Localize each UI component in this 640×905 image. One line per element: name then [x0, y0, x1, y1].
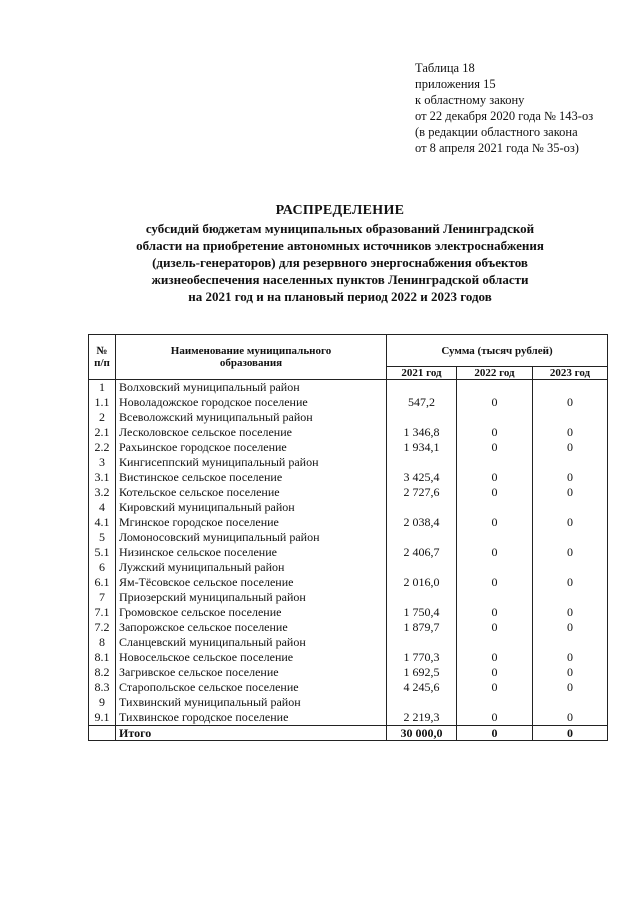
row-value-2023: 0 [533, 485, 608, 500]
table-row [89, 605, 608, 620]
row-value-2021 [387, 560, 457, 575]
row-value-2022: 0 [457, 710, 533, 726]
row-number: 4 [89, 500, 116, 515]
header-name: Наименование муниципального образования [116, 335, 387, 380]
row-value-2022: 0 [457, 515, 533, 530]
row-value-2021: 2 219,3 [387, 710, 457, 726]
table-row [89, 515, 608, 530]
row-value-2022: 0 [457, 575, 533, 590]
row-number: 9 [89, 695, 116, 710]
row-name: Вистинское сельское поселение [116, 470, 387, 485]
row-value-2023 [533, 380, 608, 396]
row-name: Тихвинское городское поселение [116, 710, 387, 726]
header-line: от 8 апреля 2021 года № 35-оз) [415, 141, 579, 155]
row-value-2023: 0 [533, 440, 608, 455]
row-value-2023: 0 [533, 650, 608, 665]
table-row [89, 560, 608, 575]
row-name: Запорожское сельское поселение [116, 620, 387, 635]
row-value-2021 [387, 380, 457, 396]
row-number: 7.2 [89, 620, 116, 635]
row-number: 8 [89, 635, 116, 650]
row-number: 1 [89, 380, 116, 396]
row-name: Низинское сельское поселение [116, 545, 387, 560]
header-line: от 22 декабря 2020 года № 143-оз [415, 109, 594, 123]
table-row [89, 395, 608, 410]
row-value-2023: 0 [533, 575, 608, 590]
row-number: 6.1 [89, 575, 116, 590]
row-value-2021 [387, 590, 457, 605]
table-row [89, 380, 608, 396]
row-name: Сланцевский муниципальный район [116, 635, 387, 650]
row-value-2021: 2 016,0 [387, 575, 457, 590]
row-name: Ломоносовский муниципальный район [116, 530, 387, 545]
header-line: приложения 15 [415, 77, 496, 91]
document-title [60, 202, 620, 305]
row-name: Приозерский муниципальный район [116, 590, 387, 605]
title-line: (дизель-генераторов) для резервного энергоснабжения объектов [152, 255, 528, 270]
row-value-2021 [387, 455, 457, 470]
row-value-2023 [533, 695, 608, 710]
row-value-2022 [457, 560, 533, 575]
row-value-2021: 1 346,8 [387, 425, 457, 440]
total-num-cell [89, 726, 116, 741]
row-value-2022: 0 [457, 485, 533, 500]
row-value-2021 [387, 410, 457, 425]
title-main: РАСПРЕДЕЛЕНИЕ [275, 203, 405, 218]
row-value-2023: 0 [533, 605, 608, 620]
row-number: 3 [89, 455, 116, 470]
table-row [89, 545, 608, 560]
row-value-2021: 2 727,6 [387, 485, 457, 500]
total-2022: 0 [457, 726, 533, 741]
row-value-2023: 0 [533, 620, 608, 635]
row-value-2021: 1 934,1 [387, 440, 457, 455]
title-line: области на приобретение автономных источников электроснабжения [136, 238, 544, 253]
row-number: 7.1 [89, 605, 116, 620]
row-value-2022: 0 [457, 545, 533, 560]
row-value-2022: 0 [457, 470, 533, 485]
table-row [89, 590, 608, 605]
row-value-2022 [457, 530, 533, 545]
total-row [89, 726, 608, 741]
row-value-2023: 0 [533, 425, 608, 440]
row-value-2021 [387, 530, 457, 545]
title-line: на 2021 год и на плановый период 2022 и 2023 годов [188, 289, 492, 304]
row-value-2021 [387, 695, 457, 710]
row-value-2021: 1 879,7 [387, 620, 457, 635]
table-row [89, 530, 608, 545]
row-name: Ям-Тёсовское сельское поселение [116, 575, 387, 590]
row-value-2021: 3 425,4 [387, 470, 457, 485]
row-name: Новосельское сельское поселение [116, 650, 387, 665]
total-2021: 30 000,0 [387, 726, 457, 741]
row-value-2022: 0 [457, 680, 533, 695]
row-value-2021 [387, 635, 457, 650]
row-value-2022 [457, 455, 533, 470]
row-name: Тихвинский муниципальный район [116, 695, 387, 710]
table-row [89, 710, 608, 726]
row-number: 2.2 [89, 440, 116, 455]
table-row [89, 650, 608, 665]
row-value-2023: 0 [533, 515, 608, 530]
row-value-2022: 0 [457, 665, 533, 680]
row-number: 6 [89, 560, 116, 575]
header-sum: Сумма (тысяч рублей) [387, 335, 608, 367]
row-value-2023: 0 [533, 545, 608, 560]
row-number: 9.1 [89, 710, 116, 726]
header-line: (в редакции областного закона [415, 125, 578, 139]
row-value-2022 [457, 500, 533, 515]
row-value-2021: 1 692,5 [387, 665, 457, 680]
table-row [89, 425, 608, 440]
row-value-2022 [457, 635, 533, 650]
row-name: Рахьинское городское поселение [116, 440, 387, 455]
title-line: жизнеобеспечения населенных пунктов Ленинградской области [151, 272, 529, 287]
header-year-2022: 2022 год [457, 367, 533, 380]
table-row [89, 665, 608, 680]
row-value-2023: 0 [533, 470, 608, 485]
row-name: Котельское сельское поселение [116, 485, 387, 500]
total-2023: 0 [533, 726, 608, 741]
header-line: Таблица 18 [415, 61, 475, 75]
row-value-2021: 2 038,4 [387, 515, 457, 530]
table-row [89, 635, 608, 650]
row-number: 8.3 [89, 680, 116, 695]
row-value-2023: 0 [533, 680, 608, 695]
row-value-2021: 2 406,7 [387, 545, 457, 560]
row-value-2022 [457, 380, 533, 396]
row-value-2022: 0 [457, 605, 533, 620]
row-value-2023: 0 [533, 710, 608, 726]
row-name: Мгинское городское поселение [116, 515, 387, 530]
row-value-2023 [533, 635, 608, 650]
table-row [89, 680, 608, 695]
row-number: 3.2 [89, 485, 116, 500]
row-name: Лесколовское сельское поселение [116, 425, 387, 440]
row-number: 1.1 [89, 395, 116, 410]
row-name: Всеволожский муниципальный район [116, 410, 387, 425]
row-value-2022: 0 [457, 395, 533, 410]
row-value-2022 [457, 695, 533, 710]
table-row [89, 695, 608, 710]
row-value-2022 [457, 590, 533, 605]
row-value-2021: 1 770,3 [387, 650, 457, 665]
row-name: Громовское сельское поселение [116, 605, 387, 620]
row-number: 3.1 [89, 470, 116, 485]
table-row [89, 575, 608, 590]
row-value-2022 [457, 410, 533, 425]
table-row [89, 620, 608, 635]
row-value-2023 [533, 530, 608, 545]
total-label: Итого [116, 726, 387, 741]
row-number: 5 [89, 530, 116, 545]
row-number: 8.1 [89, 650, 116, 665]
header-line: к областному закону [415, 93, 525, 107]
row-value-2021: 4 245,6 [387, 680, 457, 695]
row-value-2022: 0 [457, 620, 533, 635]
row-value-2023 [533, 455, 608, 470]
title-line: субсидий бюджетам муниципальных образований Ленинградской [145, 221, 535, 236]
row-name: Новоладожское городское поселение [116, 395, 387, 410]
row-name: Кингисеппский муниципальный район [116, 455, 387, 470]
subsidy-table [88, 334, 608, 741]
row-value-2021: 1 750,4 [387, 605, 457, 620]
row-name: Волховский муниципальный район [116, 380, 387, 396]
row-value-2023: 0 [533, 395, 608, 410]
row-value-2022: 0 [457, 650, 533, 665]
table-row [89, 440, 608, 455]
row-number: 5.1 [89, 545, 116, 560]
row-number: 4.1 [89, 515, 116, 530]
row-value-2023 [533, 410, 608, 425]
row-name: Кировский муниципальный район [116, 500, 387, 515]
table-row [89, 485, 608, 500]
document-header [415, 60, 593, 156]
row-number: 8.2 [89, 665, 116, 680]
row-value-2023 [533, 500, 608, 515]
row-name: Старопольское сельское поселение [116, 680, 387, 695]
row-number: 2 [89, 410, 116, 425]
table-row [89, 455, 608, 470]
table-row [89, 500, 608, 515]
header-year-2021: 2021 год [387, 367, 457, 380]
row-number: 7 [89, 590, 116, 605]
table-row [89, 470, 608, 485]
row-value-2023 [533, 560, 608, 575]
row-name: Лужский муниципальный район [116, 560, 387, 575]
row-value-2021 [387, 500, 457, 515]
row-value-2021: 547,2 [387, 395, 457, 410]
row-value-2023 [533, 590, 608, 605]
row-value-2022: 0 [457, 425, 533, 440]
header-num: № п/п [89, 335, 116, 380]
table-row [89, 410, 608, 425]
row-number: 2.1 [89, 425, 116, 440]
row-value-2022: 0 [457, 440, 533, 455]
header-year-2023: 2023 год [533, 367, 608, 380]
row-name: Загривское сельское поселение [116, 665, 387, 680]
row-value-2023: 0 [533, 665, 608, 680]
